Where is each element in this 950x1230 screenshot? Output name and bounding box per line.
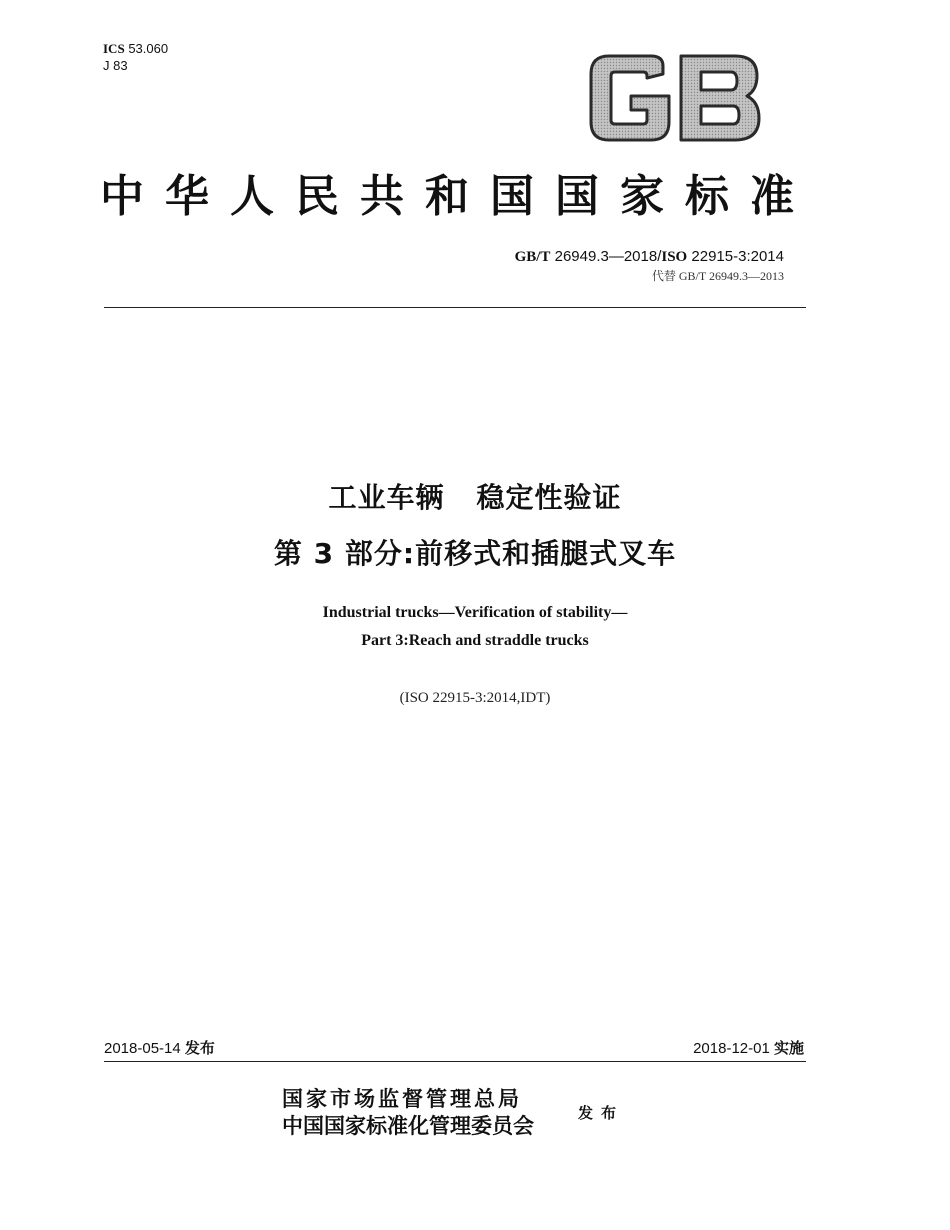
- title-cn-line1: 工业车辆 稳定性验证: [328, 481, 622, 514]
- issuer-samr: 国家市场监督管理总局: [282, 1086, 522, 1111]
- issue-date: 2018-05-14 发布: [104, 1039, 215, 1057]
- title-cn-line2: 第 3 部分:前移式和插腿式叉车: [273, 537, 677, 570]
- header-divider: [104, 307, 806, 308]
- issuer-sac: 中国国家标准化管理委员会: [282, 1113, 534, 1138]
- dates-divider: [104, 1061, 806, 1062]
- gb-logo-icon: [585, 52, 765, 144]
- standard-code-block: [515, 248, 784, 284]
- issuing-organizations: [282, 1085, 534, 1139]
- replaces-code: 代替 GB/T 26949.3—2013: [651, 269, 784, 283]
- title-en-line2: Part 3:Reach and straddle trucks: [361, 632, 589, 649]
- gb-logo: [585, 52, 765, 144]
- country-standard-title: 中华人民共和国国家标准: [100, 171, 815, 222]
- standard-code: GB/T 26949.3—2018/ISO 22915-3:2014: [514, 248, 784, 265]
- publish-label: 发布: [578, 1104, 625, 1122]
- classification-codes: [103, 40, 168, 74]
- ccs-code: J 83: [103, 58, 128, 73]
- implement-date: 2018-12-01 实施: [693, 1039, 804, 1057]
- title-en-line1: Industrial trucks—Verification of stability—: [322, 604, 628, 621]
- ics-code: ICS 53.060: [103, 41, 169, 56]
- iso-equivalence: (ISO 22915-3:2014,IDT): [399, 690, 551, 706]
